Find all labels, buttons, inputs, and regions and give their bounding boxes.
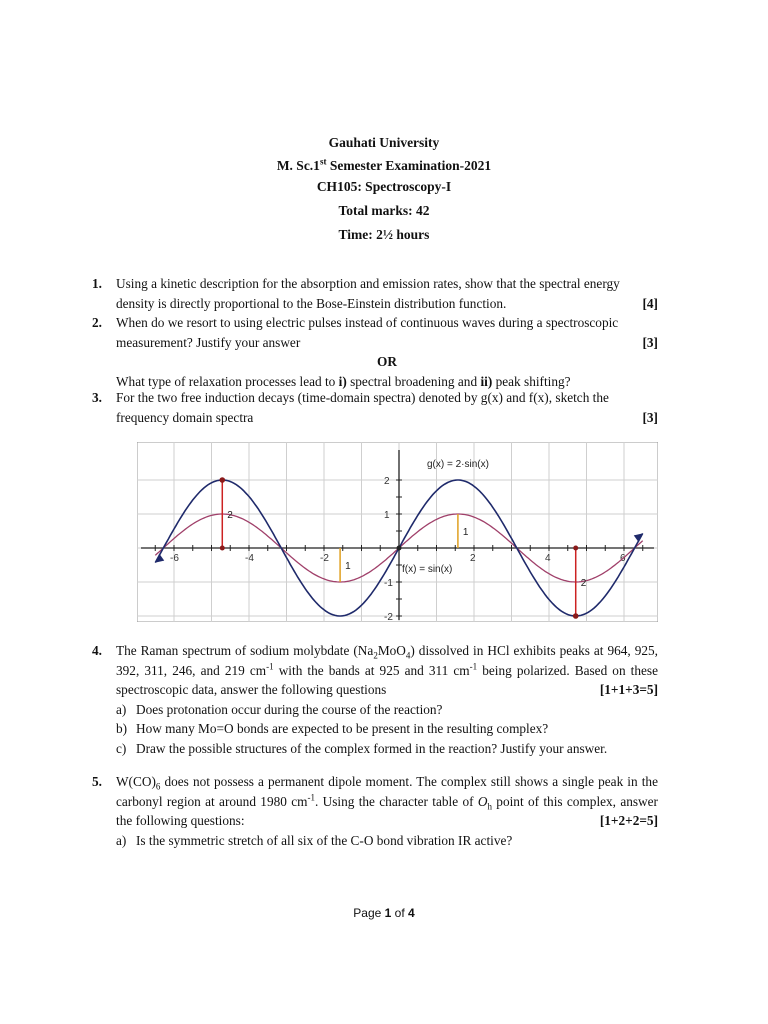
course-title: CH105: Spectroscopy-I (316, 179, 452, 194)
sub-question-a: a) Is the symmetric stretch of all six of the C-O bond vibration IR active? (116, 832, 513, 848)
origin-point (397, 546, 402, 551)
y-tick-label: 2 (384, 476, 390, 487)
sub-question-a: a) Does protonation occur during the course of the reaction? (116, 701, 443, 717)
sine-graph (137, 442, 658, 622)
question-number: 3. (92, 390, 102, 405)
y-tick-label: 1 (384, 510, 390, 521)
question-marks: [3] (642, 334, 658, 350)
question-text: Using a kinetic description for the absorption and emission rates, show that the spectral energy density is directly proportional to the Bose-Einstein distribution function. (116, 276, 620, 311)
question-text: The Raman spectrum of sodium molybdate $(Na_2MoO_4)$ dissolved in HCl exhibits peaks at 964, 925, 392, 311, 246, and 219 $cm^{-1}$ with the bands at 925 and 311 $cm^{-1}$ being polarized. Based on these spectroscopic data, answer the following questions [1+1+3=5] (116, 641, 658, 700)
x-tick-label: -2 (320, 553, 329, 564)
g-max-point (219, 477, 225, 483)
x-tick-label: 2 (470, 553, 476, 564)
x-tick-label: 6 (620, 553, 626, 564)
g-min-foot-point (573, 546, 578, 551)
question-3 (92, 388, 658, 427)
g-series-label: g(x) = 2·sin(x) (427, 459, 489, 470)
question-text: $W(CO)_6$ does not possess a permanent dipole moment. The complex still shows a single peak in the carbonyl region at around 1980 $cm^{-1}$. Using the character table of $O_h$ point of this complex, answer the following questions: [1+2+2=5] (116, 772, 658, 831)
question-marks: [4] (642, 295, 658, 311)
university-title: Gauhati University (328, 135, 440, 150)
question-number: 1. (92, 276, 102, 291)
f-series-label: f(x) = sin(x) (402, 564, 453, 575)
sub-question-b: b) How many Mo=O bonds are expected to be present in the resulting complex? (116, 721, 549, 736)
question-4 (92, 641, 658, 758)
question-marks: [1+2+2=5] (599, 813, 658, 828)
g-min-point (573, 613, 579, 619)
g-max-foot-point (220, 546, 225, 551)
y-tick-label: -1 (384, 578, 393, 589)
amplitude-label: 2 (227, 510, 233, 521)
amplitude-label: 2 (580, 578, 587, 589)
x-tick-label: 4 (545, 553, 551, 564)
question-alt-text: What type of relaxation processes lead to i) spectral broadening and ii) peak shifting? (116, 373, 571, 389)
x-tick-label: -6 (170, 553, 179, 564)
question-number: 5. (92, 774, 102, 789)
question-marks: [1+1+3=5] (599, 682, 658, 697)
amplitude-label: 1 (345, 561, 351, 572)
exam-title: M. Sc.1st Semester Examination-2021 (276, 156, 492, 173)
sub-question-c: c) Draw the possible structures of the complex formed in the reaction? Justify your answer. (116, 740, 608, 756)
question-text: For the two free induction decays (time-domain spectra) denoted by g(x) and f(x), sketch the frequency domain spectra (116, 390, 609, 425)
question-5 (92, 772, 658, 850)
question-2 (92, 313, 658, 391)
y-tick-label: -2 (384, 612, 393, 622)
question-number: 2. (92, 315, 102, 330)
amplitude-label: 1 (462, 527, 469, 538)
graph-frame (137, 442, 658, 622)
or-divider: OR (377, 354, 397, 369)
question-text: When do we resort to using electric pulses instead of continuous waves during a spectroscopic measurement? Justify your answer (116, 315, 619, 350)
exam-time: Time: 2½ hours (338, 227, 430, 242)
question-marks: [3] (642, 409, 658, 425)
question-number: 4. (92, 643, 102, 658)
question-1 (92, 274, 658, 313)
total-marks: Total marks: 42 (338, 203, 430, 218)
page-footer: Page 1 of 4 (353, 906, 415, 920)
x-tick-label: -4 (245, 553, 254, 564)
